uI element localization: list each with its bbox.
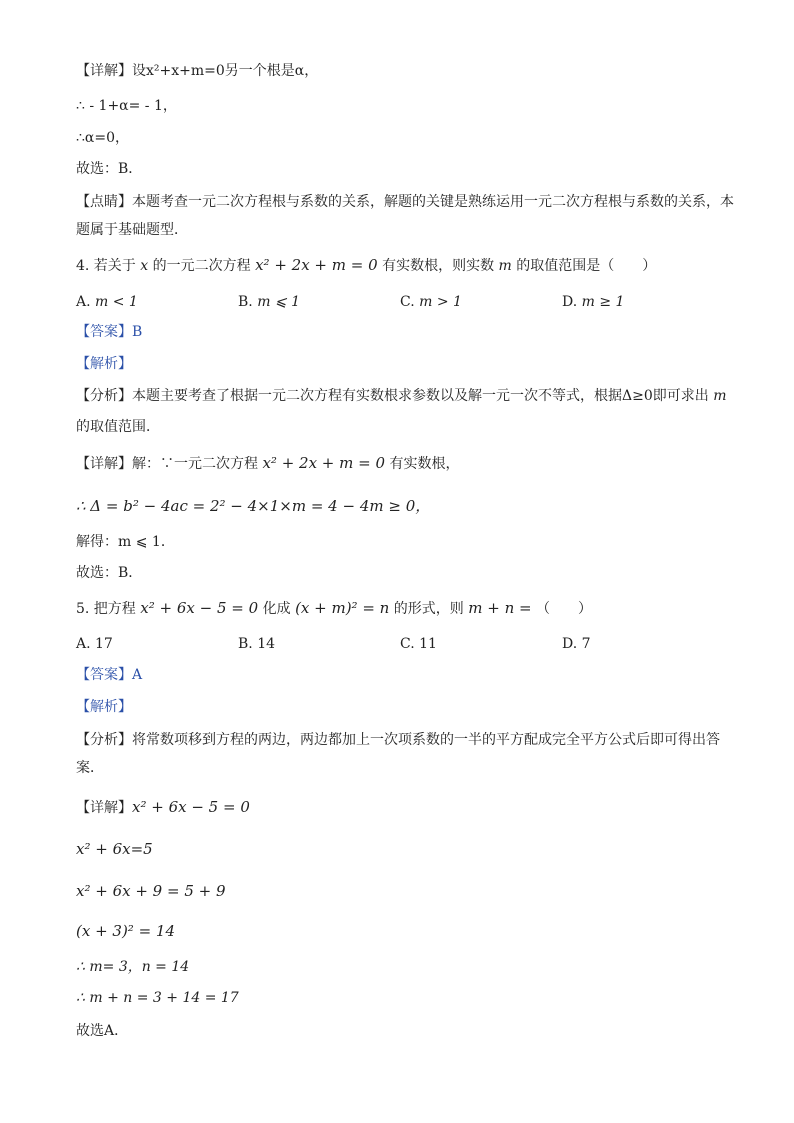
q5-eq5: ∴ m= 3，n = 14	[76, 959, 190, 975]
q4-detail: 【详解】解：∵一元二次方程 x² + 2x + m = 0 有实数根，	[76, 454, 460, 472]
q4-answer: 【答案】B	[76, 324, 143, 340]
q3-comment: 【点睛】本题考查一元二次方程根与系数的关系，解题的关键是熟练运用一元二次方程根与系数的关系，本题属于基础题型．	[76, 194, 734, 238]
q5-answer: 【答案】A	[76, 667, 143, 683]
q4-option-c: C. m > 1	[400, 294, 462, 310]
q5-eq4: (x + 3)² = 14	[76, 922, 176, 940]
q4-option-b: B. m ⩽ 1	[238, 294, 301, 310]
q4-delta: ∴ Δ = b² − 4ac = 2² − 4×1×m = 4 − 4m ≥ 0，	[76, 497, 431, 515]
q4-fenxi: 【分析】本题主要考查了根据一元二次方程有实数根求参数以及解一元一次不等式，根据Δ≥0即可求出 m	[76, 388, 727, 404]
q5-eq3: x² + 6x + 9 = 5 + 9	[76, 882, 226, 900]
q3-step1: ∴ - 1+α= - 1，	[76, 98, 177, 114]
q5-fenxi: 【分析】将常数项移到方程的两边，两边都加上一次项系数的一半的平方配成完全平方公式后即可得出答案．	[76, 732, 720, 776]
q5-option-d: D. 7	[562, 636, 591, 652]
q5-stem: 5. 把方程 x² + 6x − 5 = 0 化成 (x + m)² = n 的形式，则 m + n = （ ）	[76, 599, 593, 617]
q5-option-b: B. 14	[238, 636, 276, 652]
q4-choose: 故选：B．	[76, 565, 143, 581]
q5-option-c: C. 11	[400, 636, 437, 652]
q5-analysis-label: 【解析】	[76, 699, 132, 715]
q5-option-a: A. 17	[76, 636, 113, 652]
q4-fenxi-end: 的取值范围．	[76, 419, 160, 435]
q4-solve: 解得：m ⩽ 1．	[76, 534, 175, 550]
q3-detail: 【详解】设x²+x+m=0另一个根是α，	[76, 63, 319, 79]
q5-detail: 【详解】x² + 6x − 5 = 0	[76, 798, 250, 816]
q4-option-a: A. m < 1	[76, 294, 138, 310]
q3-step2: ∴α=0，	[76, 130, 129, 146]
q5-eq6: ∴ m + n = 3 + 14 = 17	[76, 990, 239, 1006]
q5-eq2: x² + 6x=5	[76, 840, 153, 858]
q4-option-d: D. m ≥ 1	[562, 294, 625, 310]
q5-choose: 故选A．	[76, 1023, 129, 1039]
q3-choose: 故选：B．	[76, 161, 143, 177]
q4-stem: 4. 若关于 x 的一元二次方程 x² + 2x + m = 0 有实数根，则实数 m 的取值范围是（ ）	[76, 256, 657, 274]
q4-analysis-label: 【解析】	[76, 356, 132, 372]
